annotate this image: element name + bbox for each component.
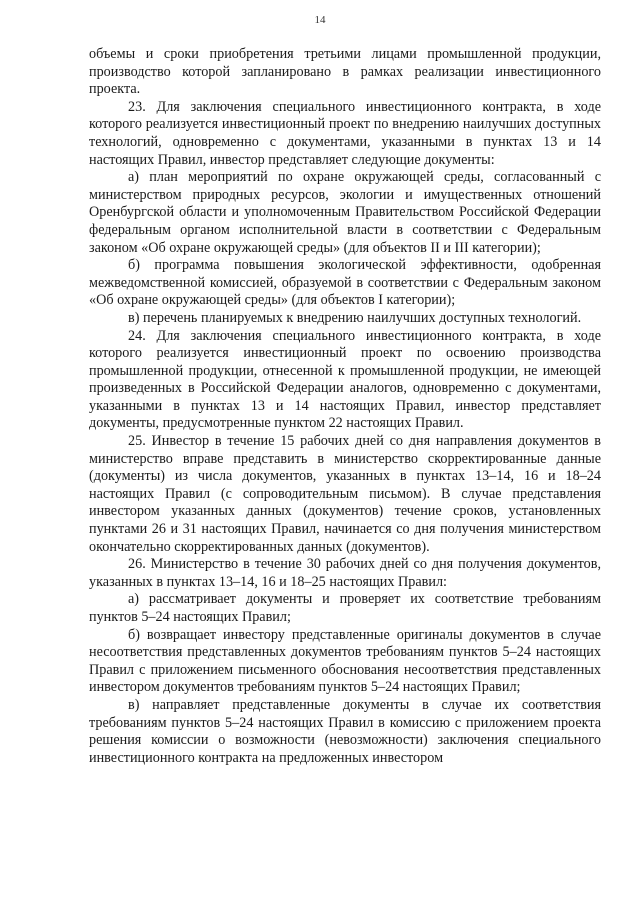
paragraph-23: 23. Для заключения специального инвестиционного контракта, в ходе которого реализуется инвестиционный проект по внедрению наилучших доступных технологий, одновременно с документами, указанными в пунктах 13 и 14 настоящих Правил, инвестор представляет следующие документы: [89, 98, 601, 168]
paragraph-26-v: в) направляет представленные документы в случае их соответствия требованиям пунктов 5–24 настоящих Правил в комиссию с приложением проекта решения комиссии о возможности (невозможности) заключения специального инвестиционного контракта на предложенных инвестором [89, 696, 601, 766]
paragraph-23-b: б) программа повышения экологической эффективности, одобренная межведомственной комиссией, образуемой в соответствии с Федеральным законом «Об охране окружающей среды» (для объектов I категории); [89, 257, 601, 309]
page-number: 14 [314, 14, 326, 26]
document-body [89, 46, 601, 767]
paragraph-24: 24. Для заключения специального инвестиционного контракта, в ходе которого реализуется инвестиционный проект по освоению производства промышленной продукции, отнесенной к промышленной продукции, не имеющей произведенных в Российской Федерации аналогов, одновременно с документами, указанными в пунктах 13 и 14 настоящих Правил, инвестор представляет документы, предусмотренные пунктом 22 настоящих Правил. [89, 327, 601, 432]
paragraph-23-a: а) план мероприятий по охране окружающей среды, согласованный с министерством природных ресурсов, экологии и имущественных отношений Оренбургской области и уполномоченным Правительством Российской Федерации федеральным органом исполнительной власти в соответствии с Федеральным законом «Об охране окружающей среды» (для объектов II и III категории); [89, 169, 601, 256]
paragraph-26-b: б) возвращает инвестору представленные оригиналы документов в случае несоответствия представленных документов требованиям пунктов 5–24 настоящих Правил с приложением письменного обоснования несоответствия представленных инвестором документов требованиям пунктов 5–24 настоящих Правил; [89, 626, 601, 696]
paragraph-23-v: в) перечень планируемых к внедрению наилучших доступных технологий. [128, 309, 582, 326]
paragraph-25: 25. Инвестор в течение 15 рабочих дней со дня направления документов в министерство вправе представить в министерство скорректированные данные (документы) из числа документов, указанных в пунктах 13–14, 16 и 18–24 настоящих Правил (с сопроводительным письмом). В случае представления инвестором указанных данных (документов) течение сроков, установленных пунктами 26 и 31 настоящих Правил, начинается со дня получения министерством окончательно скорректированных данных (документов). [89, 433, 601, 555]
paragraph-26-a: а) рассматривает документы и проверяет их соответствие требованиям пунктов 5–24 настоящих Правил; [89, 591, 601, 625]
paragraph-continuation: объемы и сроки приобретения третьими лицами промышленной продукции, производство которой запланировано в рамках реализации инвестиционного проекта. [89, 46, 601, 98]
paragraph-26: 26. Министерство в течение 30 рабочих дней со дня получения документов, указанных в пунктах 13–14, 16 и 18–25 настоящих Правил: [89, 556, 601, 590]
